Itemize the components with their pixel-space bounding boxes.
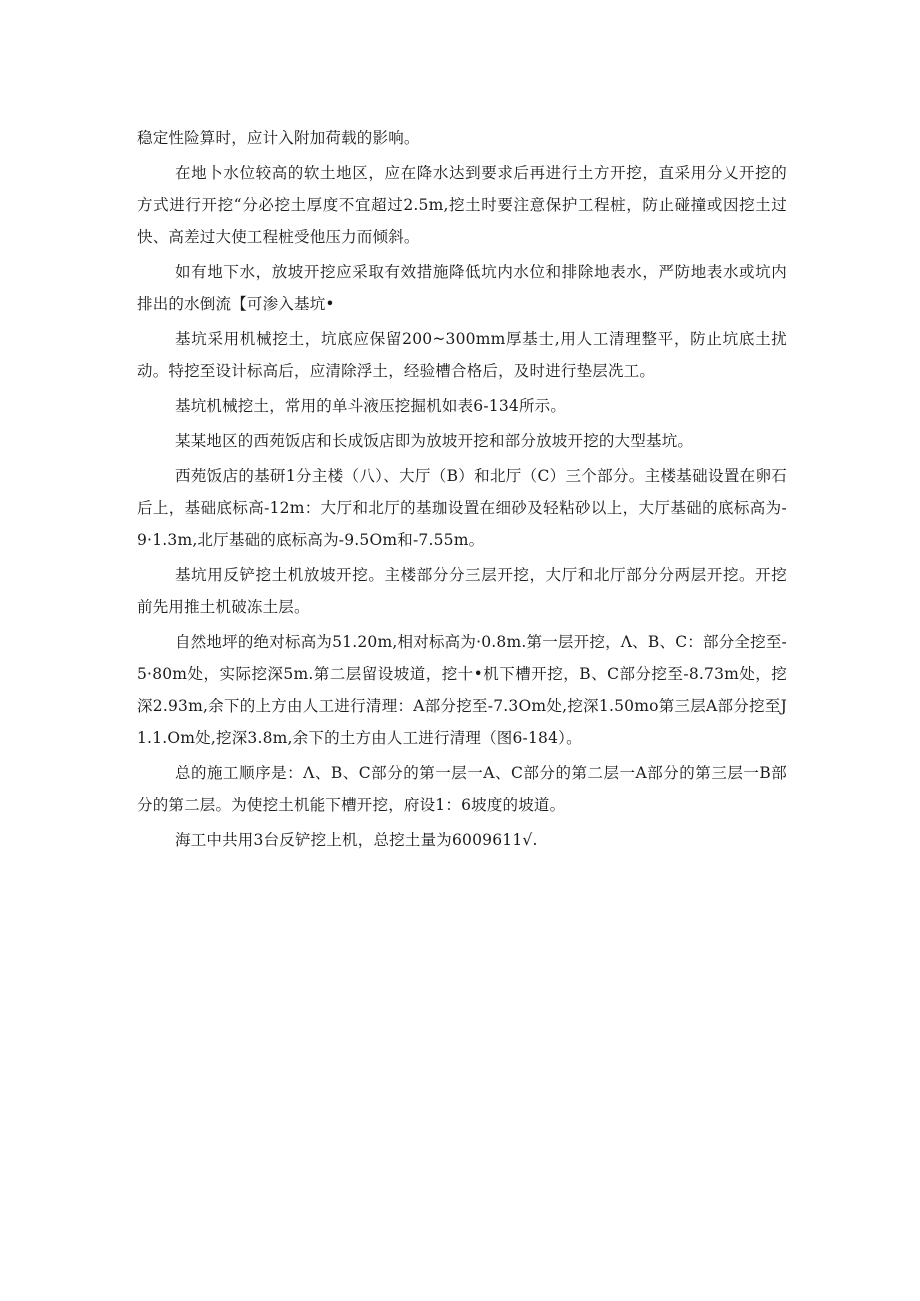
paragraph-mechanical-excavation: 基坑采用机械挖土，坑底应保留200~300mm厚基士,用人工清理整平，防止坑底土扰动。特挖至设计标高后，应清除浮土，经验槽合格后，及时进行垫层冼工。 — [137, 330, 787, 380]
paragraph-continuation: 稳定性险算时，应计入附加荷载的影响。 — [137, 129, 420, 147]
paragraph-foundation-levels: 西苑饭店的基研1分主楼（八）、大厅（B）和北厅（C）三个部分。主楼基础设置在卵石后上，基础底标高-12m：大厅和北厅的基珈设置在细砂及轻粘砂以上，大厅基础的底标高为-9·1.3m,北厅基础的底标高为-9.5Om和-7.55m。 — [137, 467, 787, 549]
paragraph-excavation-depths: 自然地坪的绝对标高为51.20m,相对标高为·0.8m.第一层开挖，Λ、B、C：部分全挖至-5·80m处，实际挖深5m.第二层留设坡道，挖十•机下槽开挖，B、C部分挖至-8.73m处，挖深2.93m,余下的上方由人工进行清理：A部分挖至-7.3Om处,挖深1.50mo第三层A部分挖至J1.1.Om处,挖深3.8m,余下的土方由人工进行清理（图6-184）。 — [137, 633, 788, 747]
paragraph-groundwater-excavation: 在地卜水位较高的软土地区，应在降水达到要求后再进行土方开挖，直采用分乂开挖的方式进行开挖“分必挖土厚度不宜超过2.5m,挖土时要注意保护工程桩，防止碰撞或因挖土过快、高差过大使工程桩受他压力而倾斜。 — [137, 164, 787, 246]
paragraph-total-volume: 海工中共用3台反铲挖上机，总挖土量为6009611√. — [175, 831, 538, 849]
paragraph-excavation-layers: 基坑用反铲挖土机放坡开挖。主楼部分分三层开挖，大厅和北厅部分分两层开挖。开挖前先用推土机破冻土层。 — [137, 566, 787, 616]
paragraph-excavator-table-ref: 基坑机械挖土，常用的单斗液压挖掘机如表6-134所示。 — [175, 397, 567, 415]
paragraph-construction-sequence: 总的施工顺序是：Λ、B、C部分的第一层一A、C部分的第二层一A部分的第三层一B部分的第二层。为使挖土机能下槽开挖，府设1：6坡度的坡道。 — [137, 764, 787, 814]
document-body — [137, 122, 787, 859]
paragraph-case-intro: 某某地区的西苑饭店和长成饭店即为放坡开挖和部分放坡开挖的大型基坑。 — [175, 432, 694, 450]
paragraph-dewatering: 如有地下水，放坡开挖应采取有效措施降低坑内水位和排除地表水，严防地表水或坑内排出的水倒流【可渗入基坑• — [137, 263, 787, 313]
